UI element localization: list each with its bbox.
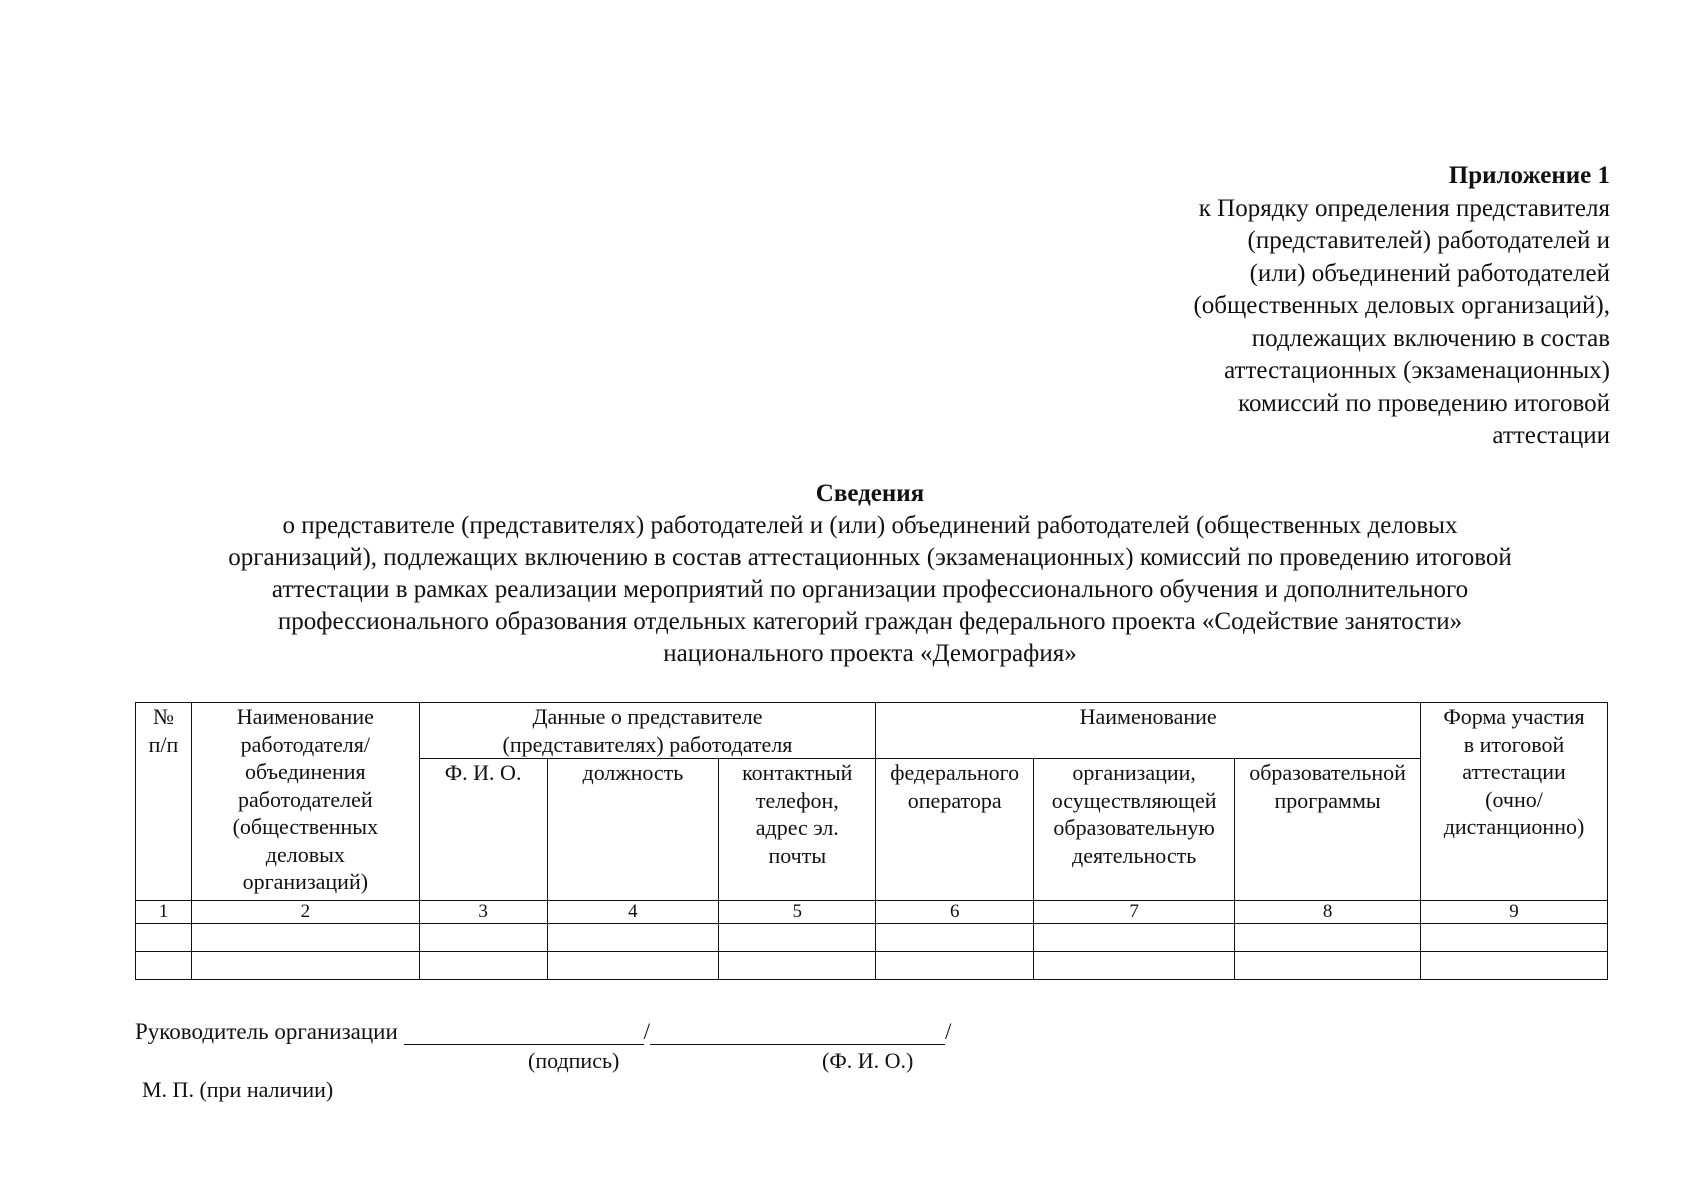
table-cell[interactable] (1034, 952, 1235, 980)
appendix-line: (представителей) работодателей и (1247, 227, 1610, 254)
appendix-line: (или) объединений работодателей (1249, 259, 1610, 287)
header-participation-form: Форма участия в итоговой аттестации (очно/ дистанционно) (1421, 703, 1608, 901)
heading-line: аттестации в рамках реализации мероприятий по организации профессионального обучения и дополнительного (271, 576, 1469, 603)
heading-line: профессионального образования отдельных категорий граждан федерального проекта «Содействие занятости» (277, 608, 1463, 635)
column-number: 5 (719, 901, 876, 924)
table-cell[interactable] (876, 952, 1034, 980)
heading-line: о представителе (представителях) работодателей и (или) объединений работодателей (общественных деловых (282, 512, 1458, 539)
header-employer: Наименование работодателя/ объединения работодателей (общественных деловых организаций) (191, 703, 419, 901)
signature-field[interactable] (404, 1018, 644, 1045)
signature-block (135, 1018, 951, 1045)
table-cell[interactable] (547, 952, 719, 980)
signature-caption: (подпись) (528, 1048, 620, 1073)
slash: / (643, 1019, 650, 1044)
header-name-group: Наименование (876, 703, 1421, 759)
column-number: 3 (419, 901, 547, 924)
appendix-line: подлежащих включению в состав (1251, 324, 1610, 352)
column-number: 1 (136, 901, 192, 924)
table-cell[interactable] (136, 952, 192, 980)
table-cell[interactable] (191, 952, 419, 980)
header-fio: Ф. И. О. (419, 759, 547, 901)
appendix-line: аттестации (1492, 422, 1610, 449)
header-contact: контактный телефон, адрес эл. почты (719, 759, 876, 901)
table-cell[interactable] (719, 924, 876, 952)
document-title: Сведения (815, 480, 925, 507)
table-cell[interactable] (1421, 924, 1608, 952)
column-number: 2 (191, 901, 419, 924)
table-cell[interactable] (547, 924, 719, 952)
representatives-table (135, 702, 1608, 980)
header-program: образовательной программы (1235, 759, 1421, 901)
table-cell[interactable] (1235, 924, 1421, 952)
column-number: 7 (1034, 901, 1235, 924)
appendix-line: комиссий по проведению итоговой (1238, 389, 1610, 417)
table-header-row (136, 703, 1608, 759)
appendix-line: (общественных деловых организаций), (1193, 292, 1610, 319)
appendix-line: к Порядку определения представителя (1198, 194, 1610, 222)
table-cell[interactable] (419, 952, 547, 980)
table-cell[interactable] (191, 924, 419, 952)
table-cell[interactable] (136, 924, 192, 952)
header-organization: организации, осуществляющей образовательную деятельность (1034, 759, 1235, 901)
appendix-title: Приложение 1 (1448, 162, 1610, 189)
column-number: 4 (547, 901, 719, 924)
table-cell[interactable] (419, 924, 547, 952)
document-heading (130, 478, 1610, 670)
table-cell[interactable] (1235, 952, 1421, 980)
column-number: 8 (1235, 901, 1421, 924)
fio-field[interactable] (650, 1018, 945, 1045)
column-number-row (136, 901, 1608, 924)
header-operator: федерального оператора (876, 759, 1034, 901)
table-cell[interactable] (1034, 924, 1235, 952)
stamp-label: М. П. (при наличии) (142, 1077, 334, 1102)
head-label: Руководитель организации (135, 1019, 398, 1044)
header-representative-group: Данные о представителе (представителях) работодателя (419, 703, 876, 759)
fio-caption: (Ф. И. О.) (822, 1048, 914, 1073)
table-cell[interactable] (719, 952, 876, 980)
heading-line: национального проекта «Демография» (663, 640, 1077, 667)
column-number: 9 (1421, 901, 1608, 924)
header-number: № п/п (136, 703, 192, 901)
table-cell[interactable] (1421, 952, 1608, 980)
column-number: 6 (876, 901, 1034, 924)
table-row (136, 924, 1608, 952)
slash: / (944, 1019, 952, 1044)
appendix-block (1140, 160, 1610, 453)
header-position: должность (547, 759, 719, 901)
table-row (136, 952, 1608, 980)
appendix-line: аттестационных (экзаменационных) (1224, 357, 1610, 384)
table-cell[interactable] (876, 924, 1034, 952)
heading-line: организаций), подлежащих включению в состав аттестационных (экзаменационных) комиссий по проведению итоговой (228, 544, 1512, 571)
